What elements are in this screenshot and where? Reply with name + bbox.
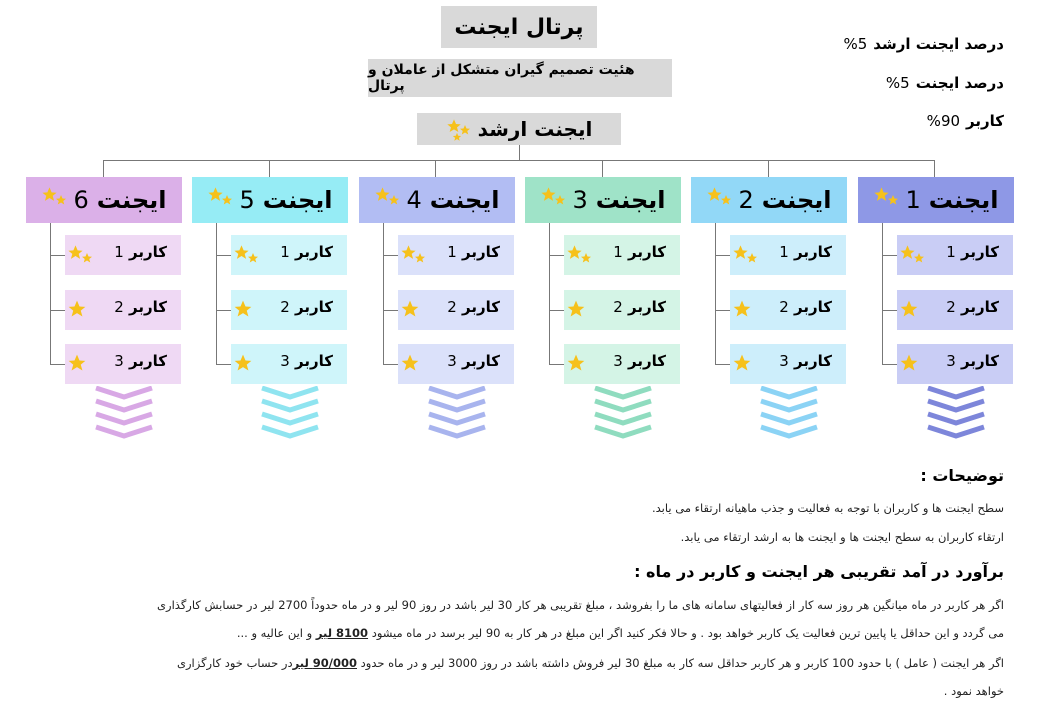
agent-5-user-2: کاربر 2 — [231, 290, 347, 330]
agent-6-user-3: کاربر 3 — [65, 344, 181, 384]
star-icon — [207, 186, 231, 208]
chevron-down-icon — [759, 386, 819, 442]
agent-4-user-3: کاربر 3 — [398, 344, 514, 384]
star-icon — [41, 186, 65, 208]
star-icon — [732, 244, 756, 266]
agent-box-1: ایجنت 1 — [858, 177, 1014, 223]
portal-title: پرتال ایجنت — [441, 6, 597, 48]
chevron-down-icon — [427, 386, 487, 442]
agent-6-user-1: کاربر 1 — [65, 235, 181, 275]
estimate-p1-line1: اگر هر کاربر در ماه میانگین هر روز سه کار از فعالیتهای سامانه های ما را بفروشد ، مبلغ تقریبی هر کار 30 لیر باشد در روز 90 لیر و در ماه حدوداً 2700 لیر در حسابش کارگذاری — [157, 598, 1004, 612]
agent-6-user-2: کاربر 2 — [65, 290, 181, 330]
agent-box-3: ایجنت 3 — [525, 177, 681, 223]
agent-2-user-2: کاربر 2 — [730, 290, 846, 330]
legend-user: کاربر90% — [926, 112, 1004, 130]
agent-4-user-1: کاربر 1 — [398, 235, 514, 275]
agent-5-user-1: کاربر 1 — [231, 235, 347, 275]
star-icon — [374, 186, 398, 208]
star-icon — [899, 353, 923, 375]
star-icon — [566, 353, 590, 375]
agent-4-user-2: کاربر 2 — [398, 290, 514, 330]
estimate-p1-line2: می گردد و این حداقل یا پایین ترین فعالیت یک کاربر خواهد بود . و حالا فکر کنید اگر این مبلغ در هر کار به 90 لیر برسد در ماه میشود 8100 لیر و این عالیه و ... — [236, 626, 1004, 640]
chevron-down-icon — [926, 386, 986, 442]
agent-3-user-2: کاربر 2 — [564, 290, 680, 330]
agent-box-6: ایجنت 6 — [26, 177, 182, 223]
agent-2-user-1: کاربر 1 — [730, 235, 846, 275]
star-icon — [233, 353, 257, 375]
senior-agent-box: ایجنت ارشد — [417, 113, 621, 145]
chevron-down-icon — [593, 386, 653, 442]
star-icon — [233, 299, 257, 321]
p2-amount: 90/000 لیر — [292, 656, 357, 670]
star-icon — [446, 118, 470, 140]
star-icon — [67, 353, 91, 375]
agent-1-user-3: کاربر 3 — [897, 344, 1013, 384]
agent-1-user-2: کاربر 2 — [897, 290, 1013, 330]
agent-box-2: ایجنت 2 — [691, 177, 847, 223]
board-label: هئیت تصمیم گیران متشکل از عاملان و پرتال — [368, 59, 672, 97]
agent-3-user-1: کاربر 1 — [564, 235, 680, 275]
description-heading: توضیحات : — [920, 466, 1004, 485]
star-icon — [566, 244, 590, 266]
star-icon — [540, 186, 564, 208]
star-icon — [899, 244, 923, 266]
chevron-down-icon — [94, 386, 154, 442]
agent-box-4: ایجنت 4 — [359, 177, 515, 223]
star-icon — [233, 244, 257, 266]
description-line-2: ارتقاء کاربران به سطح ایجنت ها و ایجنت ها به ارشد ارتقاء می یابد. — [680, 530, 1004, 544]
estimate-p2-line1: اگر هر ایجنت ( عامل ) با حدود 100 کاربر و هر کاربر حداقل سه کار به مبلغ 30 لیر فروش داشته باشد در روز 3000 لیر و در ماه حدود 90/000 لیردر حساب خود کارگزاری — [176, 656, 1004, 670]
legend-agent: درصد ایجنت5% — [885, 74, 1004, 92]
star-icon — [400, 299, 424, 321]
agent-3-user-3: کاربر 3 — [564, 344, 680, 384]
star-icon — [566, 299, 590, 321]
estimate-p2-line2: خواهد نمود . — [943, 684, 1004, 698]
star-icon — [899, 299, 923, 321]
star-icon — [873, 186, 897, 208]
description-line-1: سطح ایجنت ها و کاربران با توجه به فعالیت و جذب ماهیانه ارتقاء می یابد. — [651, 501, 1004, 515]
star-icon — [732, 353, 756, 375]
star-icon — [706, 186, 730, 208]
star-icon — [400, 353, 424, 375]
agent-5-user-3: کاربر 3 — [231, 344, 347, 384]
chevron-down-icon — [260, 386, 320, 442]
star-icon — [400, 244, 424, 266]
star-icon — [67, 244, 91, 266]
agent-2-user-3: کاربر 3 — [730, 344, 846, 384]
star-icon — [67, 299, 91, 321]
p1-amount: 8100 لیر — [315, 626, 369, 640]
agent-box-5: ایجنت 5 — [192, 177, 348, 223]
star-icon — [732, 299, 756, 321]
estimate-heading: برآورد در آمد تقریبی هر ایجنت و کاربر در ماه : — [634, 562, 1004, 581]
agent-1-user-1: کاربر 1 — [897, 235, 1013, 275]
legend-senior-agent: درصد ایجنت ارشد5% — [843, 35, 1004, 53]
